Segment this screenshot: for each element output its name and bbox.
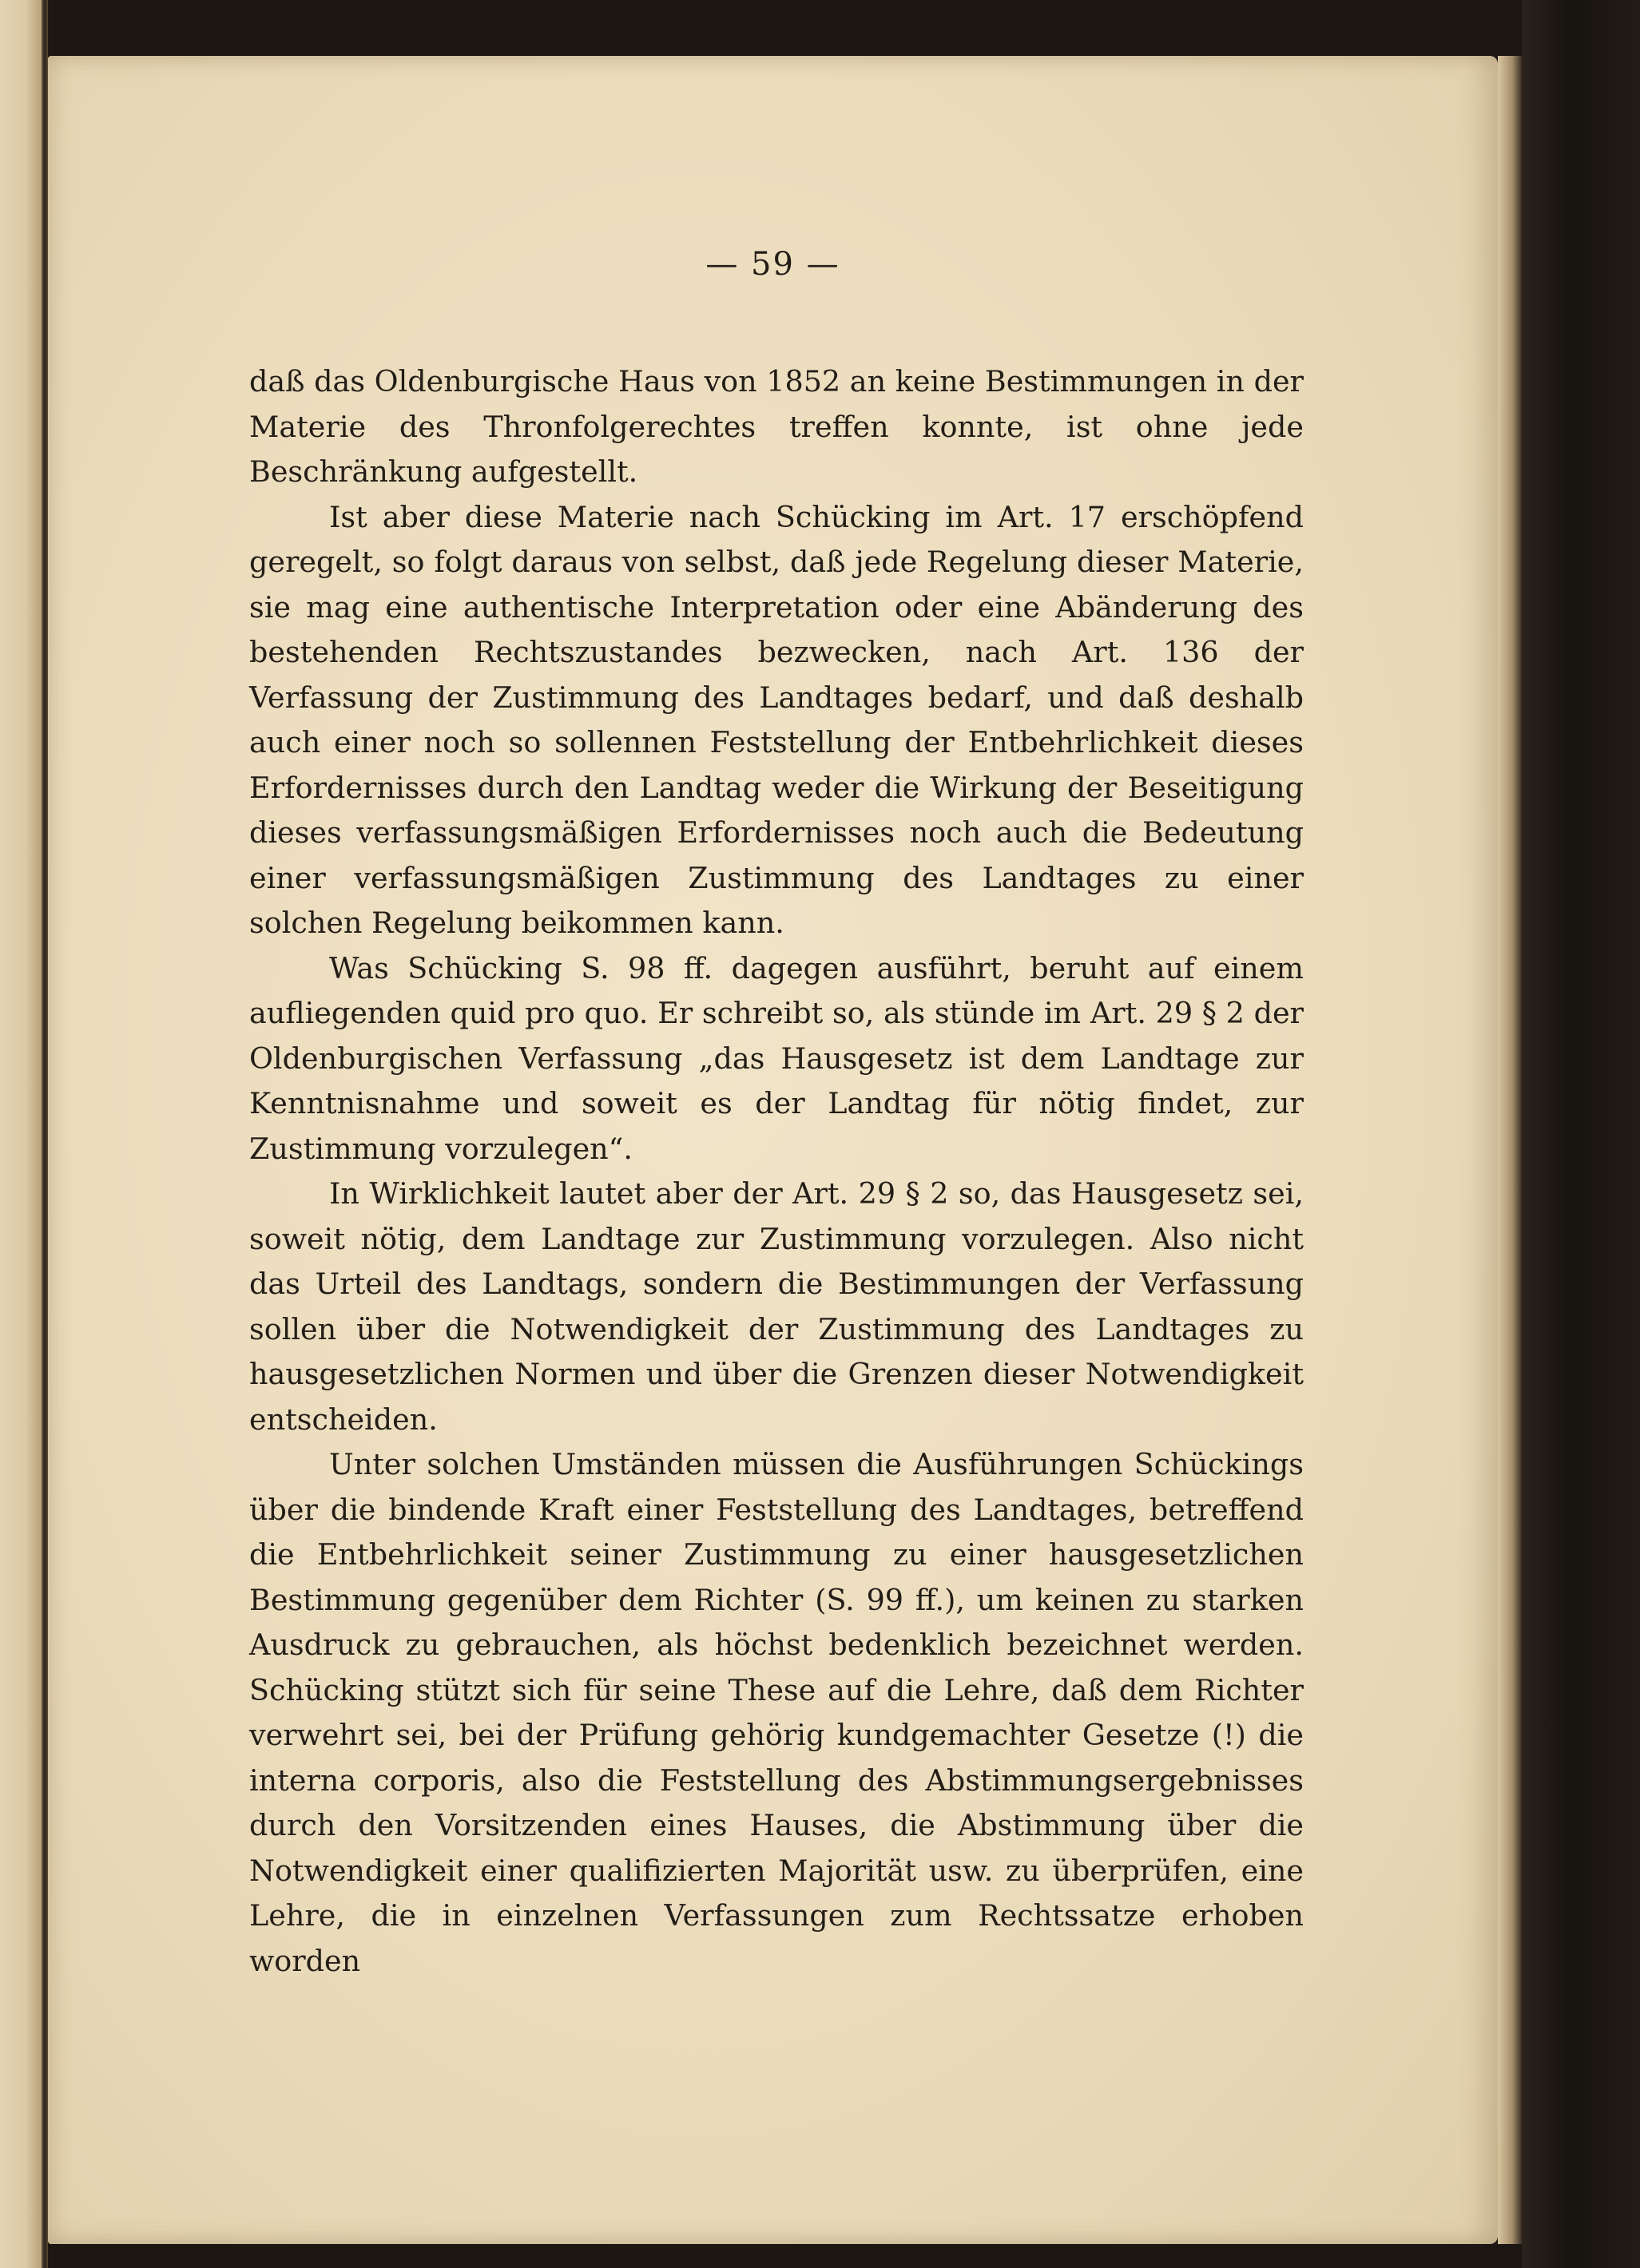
body-text [249,359,1304,1984]
page-edge-shadow [1498,56,1522,2244]
page-number: — 59 — [705,246,840,283]
paragraph-4: In Wirklichkeit lautet aber der Art. 29 § 2 so, das Hausgesetz sei, soweit nötig, dem Landtage zur Zustimmung vorzulegen. Also nicht das Urteil des Landtags, sondern die Bestimmungen der Verfassung sollen über die Notwendigkeit der Zustimmung des Landtages zu hausgesetzlichen Normen und über die Grenzen dieser Notwendigkeit entscheiden. [249,1176,1304,1437]
book-cover-edge [1522,0,1640,2268]
facing-page-edge [0,0,42,2268]
paragraph-2: Ist aber diese Materie nach Schücking im Art. 17 erschöpfend geregelt, so folgt daraus von selbst, daß jede Regelung dieser Materie, sie mag eine authentische Interpretation oder eine Abänderung des bestehenden Rechtszustandes bezwecken, nach Art. 136 der Verfassung der Zustimmung des Landtages bedarf, und daß deshalb auch einer noch so sollennen Feststellung der Entbehrlichkeit dieses Erfordernisses durch den Landtag weder die Wirkung der Beseitigung dieses verfassungsmäßigen Erfordernisses noch auch die Bedeutung einer verfassungsmäßigen Zustimmung des Landtages zu einer solchen Regelung beikommen kann. [249,499,1304,940]
book-page [48,56,1498,2244]
book-gutter [42,0,48,2268]
paragraph-1: daß das Oldenburgische Haus von 1852 an keine Bestimmungen in der Materie des Thronfolgerechtes treffen konnte, ist ohne jede Beschränkung aufgestellt. [249,364,1304,489]
paragraph-3: Was Schücking S. 98 ff. dagegen ausführt, beruht auf einem aufliegenden quid pro quo. Er schreibt so, als stünde im Art. 29 § 2 der Oldenburgischen Verfassung „das Hausgesetz ist dem Landtage zur Kenntnisnahme und soweit es der Landtag für nötig findet, zur Zustimmung vorzulegen“. [249,950,1304,1166]
paragraph-5: Unter solchen Umständen müssen die Ausführungen Schückings über die bindende Kraft einer Feststellung des Landtages, betreffend die Entbehrlichkeit seiner Zustimmung zu einer hausgesetzlichen Bestimmung gegenüber dem Richter (S. 99 ff.), um keinen zu starken Ausdruck zu gebrauchen, als höchst bedenklich bezeichnet werden. Schücking stützt sich für seine These auf die Lehre, daß dem Richter verwehrt sei, bei der Prüfung gehörig kundgemachter Gesetze (!) die interna corporis, also die Feststellung des Abstimmungsergebnisses durch den Vorsitzenden eines Hauses, die Abstimmung über die Notwendigkeit einer qualifizierten Majorität usw. zu überprüfen, eine Lehre, die in einzelnen Verfassungen zum Rechtssatze erhoben worden [249,1447,1304,1978]
